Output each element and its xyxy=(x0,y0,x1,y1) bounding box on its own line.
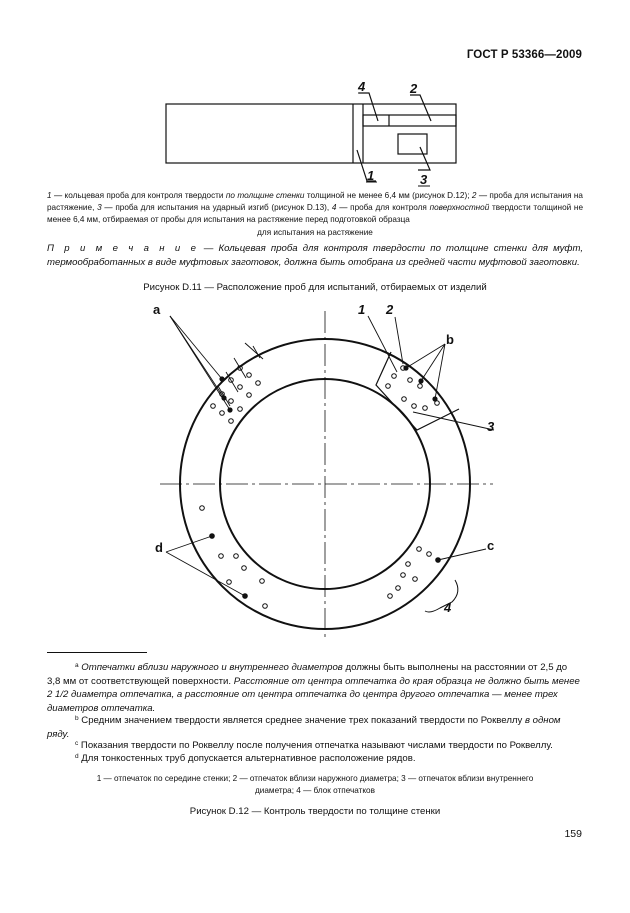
page-number: 159 xyxy=(564,828,582,840)
leader-b-1 xyxy=(406,344,445,368)
figure-d12-caption: Рисунок D.12 — Контроль твердости по толщине стенки xyxy=(189,806,441,817)
figure-d12-legend: 1 — отпечаток по середине стенки; 2 — отпечаток вблизи наружного диаметра; 3 — отпечаток вблизи внутреннего диаметра; 4 — блок отпечатков xyxy=(96,774,534,795)
label-1: 1 xyxy=(358,302,366,317)
leader-d-1 xyxy=(166,536,212,552)
label-d: d xyxy=(155,540,163,555)
leader-4 xyxy=(359,93,378,121)
label-2: 2 xyxy=(410,81,418,96)
footnote-rule xyxy=(47,652,147,653)
leader-3 xyxy=(418,147,430,170)
sample-block xyxy=(376,352,459,430)
label-1: 1 xyxy=(367,168,375,183)
label-a: a xyxy=(153,302,161,317)
leader-c xyxy=(438,549,486,560)
leader-2 xyxy=(410,95,431,121)
figure-d12-diagram xyxy=(0,296,630,646)
label-2: 2 xyxy=(386,302,394,317)
leader-a-1 xyxy=(170,316,222,379)
leader-1 xyxy=(368,316,397,372)
leader-d-2 xyxy=(166,552,245,596)
footnote-c: $^c$ Показания твердости по Роквеллу после получения отпечатка называют числами твердости по Роквеллу. xyxy=(75,740,553,751)
figure-d11-legend: 1 — кольцевая проба для контроля твердости по толщине стенки толщиной не менее 6,4 мм (рисунок D.12); 2 — проба для испытания на растяжение, 3 — проба для испытания на ударный изгиб (рисунок D.13), 4 — проба для контроля поверхностной твердости толщиной не менее 6,4 мм, отбираемая от пробы для испытания на растяжение перед подготовкой образца для испытания на растяжение xyxy=(47,191,584,237)
label-3: 3 xyxy=(487,419,495,434)
figure-d11-caption: Рисунок D.11 — Расположение проб для испытаний, отбираемых от изделий xyxy=(143,282,487,293)
footnote-d: $^d$ Для тонкостенных труб допускается альтернативное расположение рядов. xyxy=(75,753,416,764)
label-b: b xyxy=(446,332,454,347)
figure-d11-note: П р и м е ч а н и е — Кольцевая проба для контроля твердости по толщине стенки для муфт, термообработанных в виде муфтовых заготовок, должна быть отобрана из средней части муфтовой заготовки. xyxy=(47,243,583,269)
footnote-b: $^b$ Средним значением твердости является среднее значение трех показаний твердости по Роквеллу в одном ряду. xyxy=(47,715,561,740)
impact-sample xyxy=(398,134,427,154)
figure-d11-diagram xyxy=(0,0,630,190)
label-c: c xyxy=(487,538,495,553)
label-4: 4 xyxy=(444,600,452,615)
label-4: 4 xyxy=(358,79,366,94)
footnote-a: $^a$ Отпечатки вблизи наружного и внутреннего диаметров должны быть выполнены на расстоянии от 2,5 до 3,8 мм от соответствующей поверхности. Расстояние от центра отпечатка до края образца не должно быть менее 2 1/2 диаметра отпечатка, а расстояние от центра отпечатка до центра другого отпечатка — менее трех диаметров отпечатка. xyxy=(47,662,580,714)
standard-header: ГОСТ Р 53366—2009 xyxy=(466,49,582,61)
label-3: 3 xyxy=(420,172,428,187)
